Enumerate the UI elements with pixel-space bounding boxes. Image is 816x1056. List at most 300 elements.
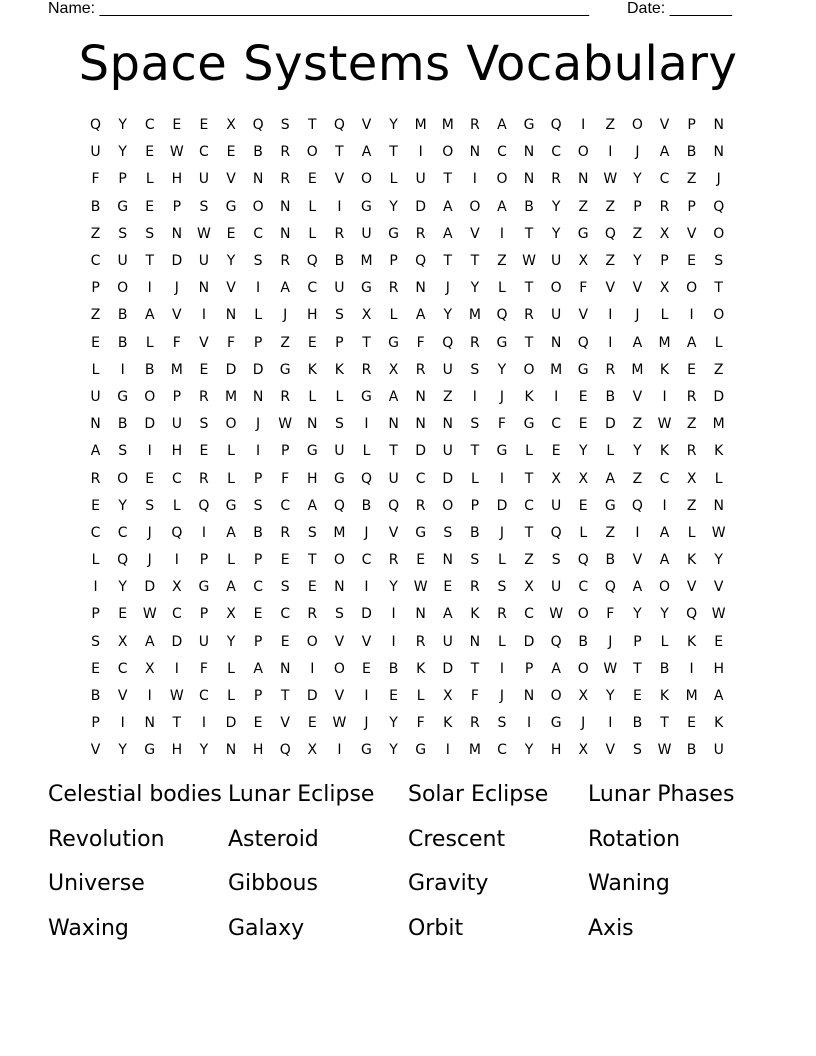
grid-letter: Y [443, 307, 453, 324]
grid-letter: U [551, 307, 562, 324]
grid-letter: A [226, 579, 236, 596]
grid-letter: N [523, 688, 535, 705]
grid-letter: U [442, 443, 453, 460]
grid-letter: P [199, 606, 209, 623]
grid-letter: O [306, 633, 318, 650]
grid-letter: B [632, 715, 643, 732]
grid-letter: F [497, 416, 506, 433]
grid-letter: K [470, 606, 480, 623]
grid-letter: O [117, 280, 129, 297]
grid-letter: J [608, 633, 613, 650]
grid-letter: Y [389, 198, 398, 215]
grid-row [82, 520, 732, 547]
grid-letter: F [172, 334, 181, 351]
grid-letter: P [91, 715, 100, 732]
grid-letter: Y [551, 198, 561, 215]
grid-letter: V [632, 552, 643, 569]
grid-letter: R [280, 388, 291, 405]
grid-letter: F [416, 334, 425, 351]
grid-row [82, 438, 732, 465]
grid-letter: J [147, 552, 152, 569]
grid-letter: X [578, 742, 589, 759]
grid-letter: Z [632, 416, 643, 433]
grid-letter: L [254, 307, 263, 324]
grid-letter: E [91, 497, 100, 514]
grid-letter: A [497, 117, 507, 134]
grid-letter: L [660, 633, 669, 650]
grid-letter: T [660, 715, 669, 732]
grid-letter: C [280, 497, 291, 514]
grid-letter: B [253, 144, 263, 161]
grid-row [82, 656, 732, 683]
grid-letter: K [443, 715, 453, 732]
grid-letter: S [470, 361, 480, 378]
grid-letter: D [523, 633, 535, 650]
grid-letter: G [198, 579, 210, 596]
grid-letter: D [225, 361, 237, 378]
grid-letter: V [280, 715, 290, 732]
grid-letter: V [632, 388, 643, 405]
grid-letter: N [469, 144, 481, 161]
grid-letter: I [120, 715, 125, 732]
grid-letter: W [711, 606, 726, 623]
grid-letter: Y [633, 606, 642, 623]
grid-letter: I [256, 280, 261, 297]
grid-letter: L [687, 524, 696, 541]
grid-letter: B [361, 497, 372, 514]
grid-letter: C [253, 579, 263, 596]
grid-letter: V [686, 579, 697, 596]
grid-letter: Y [633, 443, 642, 460]
grid-letter: P [524, 660, 534, 677]
grid-letter: F [226, 334, 236, 351]
grid-letter: C [578, 579, 589, 596]
grid-letter: L [362, 443, 371, 460]
grid-letter: V [361, 117, 372, 134]
grid-letter: D [144, 579, 156, 596]
grid-letter: G [279, 361, 291, 378]
grid-letter: X [361, 307, 372, 324]
grid-letter: N [307, 416, 318, 433]
grid-letter: O [713, 225, 725, 242]
grid-letter: D [604, 416, 616, 433]
grid-letter: V [361, 633, 372, 650]
grid-letter: Q [252, 117, 264, 134]
grid-letter: Z [605, 524, 616, 541]
grid-letter: W [169, 688, 184, 705]
grid-letter: Q [496, 307, 508, 324]
grid-letter: T [335, 144, 344, 161]
grid-letter: G [361, 198, 372, 215]
grid-letter: N [144, 715, 155, 732]
grid-letter: B [117, 307, 128, 324]
grid-letter: M [658, 334, 671, 351]
grid-letter: Z [713, 361, 724, 378]
grid-letter: V [632, 280, 643, 297]
grid-letter: D [306, 688, 318, 705]
grid-letter: G [117, 198, 129, 215]
grid-row [82, 493, 732, 520]
grid-letter: X [144, 660, 155, 677]
grid-letter: T [524, 470, 534, 487]
grid-letter: R [415, 361, 426, 378]
word-list-item: Universe [48, 871, 145, 896]
grid-letter: I [418, 144, 423, 161]
grid-letter: C [90, 253, 101, 270]
grid-letter: B [605, 388, 616, 405]
grid-letter: X [388, 361, 399, 378]
grid-letter: D [442, 660, 454, 677]
grid-letter: K [687, 633, 697, 650]
grid-letter: B [686, 742, 697, 759]
grid-letter: N [469, 633, 481, 650]
grid-letter: S [253, 253, 263, 270]
grid-letter: T [633, 660, 642, 677]
grid-letter: B [117, 416, 128, 433]
grid-letter: I [499, 660, 505, 677]
grid-letter: U [198, 171, 210, 188]
grid-letter: R [388, 552, 399, 569]
grid-letter: K [524, 388, 534, 405]
grid-row [82, 710, 732, 737]
grid-letter: U [90, 388, 101, 405]
grid-letter: I [147, 443, 152, 460]
grid-letter: E [172, 117, 182, 134]
grid-letter: O [306, 144, 318, 161]
grid-letter: A [280, 280, 290, 297]
grid-letter: G [415, 524, 427, 541]
grid-letter: N [279, 225, 291, 242]
grid-letter: M [468, 307, 481, 324]
grid-row [82, 194, 732, 221]
grid-letter: W [603, 660, 618, 677]
grid-letter: G [496, 443, 508, 460]
grid-letter: L [606, 443, 615, 460]
grid-letter: V [334, 171, 345, 188]
grid-letter: L [470, 470, 479, 487]
grid-row [82, 547, 732, 574]
grid-letter: G [523, 416, 535, 433]
grid-letter: G [550, 715, 562, 732]
grid-letter: N [415, 280, 426, 297]
grid-letter: I [391, 633, 396, 650]
grid-letter: G [388, 225, 399, 242]
grid-letter: Y [118, 579, 127, 596]
grid-letter: D [442, 470, 454, 487]
grid-letter: O [577, 606, 589, 623]
grid-row [82, 629, 732, 656]
grid-letter: I [337, 198, 342, 215]
grid-letter: H [171, 742, 183, 759]
word-list-item: Galaxy [228, 915, 305, 941]
grid-letter: Y [551, 225, 561, 242]
grid-letter: E [632, 688, 642, 705]
grid-letter: A [659, 144, 670, 161]
grid-letter: T [443, 171, 453, 188]
grid-letter: J [174, 280, 179, 297]
grid-letter: Z [280, 334, 290, 351]
grid-letter: I [201, 307, 206, 324]
grid-letter: G [361, 742, 372, 759]
grid-letter: V [686, 225, 697, 242]
grid-letter: Y [118, 117, 127, 134]
grid-letter: S [334, 606, 344, 623]
grid-letter: W [711, 524, 726, 541]
grid-letter: S [497, 715, 507, 732]
grid-letter: I [337, 742, 342, 759]
grid-letter: M [441, 117, 454, 134]
grid-letter: T [145, 253, 155, 270]
grid-letter: G [117, 388, 129, 405]
grid-letter: D [144, 416, 156, 433]
grid-letter: B [686, 144, 697, 161]
grid-letter: Q [333, 497, 345, 514]
grid-letter: B [605, 552, 616, 569]
page-title: Space Systems Vocabulary [78, 36, 738, 92]
grid-letter: E [578, 416, 588, 433]
grid-letter: P [91, 606, 100, 623]
grid-letter: E [443, 579, 453, 596]
grid-letter: V [334, 688, 345, 705]
grid-letter: L [714, 334, 723, 351]
grid-letter: A [632, 334, 643, 351]
grid-row [82, 139, 732, 166]
grid-letter: E [253, 715, 263, 732]
grid-letter: D [225, 715, 237, 732]
grid-letter: E [145, 470, 155, 487]
grid-letter: G [604, 497, 616, 514]
grid-letter: O [713, 307, 725, 324]
grid-letter: I [689, 307, 694, 324]
grid-letter: Z [605, 198, 616, 215]
grid-letter: P [253, 688, 263, 705]
grid-letter: X [551, 470, 561, 487]
grid-letter: O [144, 388, 156, 405]
grid-letter: O [333, 552, 345, 569]
grid-letter: C [144, 117, 155, 134]
grid-letter: P [253, 334, 263, 351]
grid-letter: H [307, 470, 318, 487]
grid-letter: X [117, 633, 128, 650]
grid-letter: N [225, 742, 237, 759]
grid-letter: M [685, 688, 698, 705]
grid-letter: X [226, 606, 236, 623]
grid-letter: R [199, 388, 209, 405]
grid-letter: G [577, 361, 589, 378]
grid-letter: I [608, 715, 613, 732]
grid-letter: J [499, 388, 505, 405]
grid-letter: N [577, 171, 589, 188]
grid-letter: C [524, 497, 534, 514]
grid-letter: A [226, 524, 236, 541]
grid-letter: O [333, 660, 345, 677]
grid-letter: N [388, 416, 399, 433]
word-list-item: Orbit [408, 915, 464, 941]
grid-letter: P [389, 253, 398, 270]
grid-letter: J [445, 280, 450, 297]
grid-letter: X [659, 280, 670, 297]
grid-letter: R [415, 633, 426, 650]
word-list-item: Rotation [588, 826, 681, 852]
grid-letter: L [416, 688, 425, 705]
grid-letter: U [551, 579, 562, 596]
grid-letter: D [171, 253, 183, 270]
grid-letter: A [659, 524, 670, 541]
grid-letter: R [415, 225, 426, 242]
grid-letter: V [117, 688, 128, 705]
grid-letter: X [578, 253, 589, 270]
grid-letter: Q [415, 253, 427, 270]
grid-letter: R [280, 171, 291, 188]
grid-letter: L [498, 552, 506, 569]
grid-letter: P [470, 497, 480, 514]
grid-letter: U [551, 253, 562, 270]
grid-letter: T [470, 443, 480, 460]
grid-letter: A [388, 388, 399, 405]
grid-letter: N [252, 388, 264, 405]
grid-letter: Q [198, 497, 210, 514]
grid-letter: L [91, 552, 100, 569]
grid-letter: T [308, 117, 317, 134]
grid-letter: M [170, 361, 183, 378]
grid-letter: C [551, 416, 562, 433]
grid-letter: O [659, 579, 671, 596]
grid-letter: T [470, 660, 480, 677]
grid-letter: R [605, 361, 616, 378]
grid-letter: Q [686, 606, 698, 623]
grid-row [82, 411, 732, 438]
grid-letter: V [470, 225, 480, 242]
grid-letter: E [253, 606, 263, 623]
grid-letter: N [713, 117, 724, 134]
grid-letter: Q [171, 524, 183, 541]
grid-letter: G [523, 117, 535, 134]
grid-letter: F [91, 171, 100, 188]
grid-letter: S [443, 524, 453, 541]
grid-letter: Q [388, 497, 400, 514]
grid-letter: B [144, 361, 155, 378]
grid-letter: E [687, 361, 697, 378]
grid-letter: G [144, 742, 156, 759]
grid-letter: X [524, 579, 534, 596]
grid-letter: X [442, 688, 453, 705]
grid-letter: L [227, 552, 235, 569]
grid-letter: K [307, 361, 317, 378]
grid-letter: Q [631, 497, 643, 514]
grid-letter: Q [360, 470, 372, 487]
grid-letter: B [90, 688, 101, 705]
grid-letter: Q [117, 552, 129, 569]
grid-letter: O [252, 198, 264, 215]
grid-letter: J [635, 144, 640, 161]
grid-letter: E [578, 388, 588, 405]
grid-letter: N [415, 388, 426, 405]
grid-letter: P [660, 253, 669, 270]
grid-letter: E [307, 171, 317, 188]
grid-letter: C [199, 688, 209, 705]
grid-letter: C [90, 524, 101, 541]
grid-letter: Z [686, 497, 697, 514]
grid-letter: P [280, 443, 290, 460]
grid-letter: D [415, 198, 427, 215]
grid-letter: C [280, 606, 291, 623]
grid-letter: E [280, 633, 290, 650]
grid-letter: W [603, 171, 618, 188]
grid-letter: W [522, 253, 536, 270]
grid-letter: B [253, 524, 263, 541]
grid-letter: R [90, 470, 101, 487]
grid-letter: U [198, 633, 210, 650]
grid-letter: I [608, 334, 613, 351]
grid-letter: E [226, 225, 236, 242]
grid-letter: K [659, 688, 670, 705]
word-list-item: Waxing [48, 915, 129, 941]
grid-letter: E [226, 144, 236, 161]
grid-letter: G [225, 497, 237, 514]
grid-letter: Z [524, 552, 534, 569]
grid-letter: Y [389, 715, 398, 732]
grid-letter: B [90, 198, 101, 215]
grid-row [82, 384, 732, 411]
grid-letter: O [550, 280, 562, 297]
grid-letter: P [633, 198, 642, 215]
grid-letter: E [199, 443, 209, 460]
grid-letter: T [524, 524, 534, 541]
grid-letter: I [472, 388, 477, 405]
grid-letter: V [334, 633, 345, 650]
grid-letter: E [199, 117, 209, 134]
grid-letter: G [306, 443, 318, 460]
grid-letter: P [335, 334, 344, 351]
grid-letter: X [578, 688, 589, 705]
grid-letter: E [416, 552, 426, 569]
grid-letter: Q [306, 253, 318, 270]
grid-letter: P [253, 552, 263, 569]
grid-letter: E [362, 660, 371, 677]
grid-letter: Z [632, 470, 643, 487]
word-list-item: Gibbous [228, 871, 318, 896]
grid-letter: Y [226, 253, 236, 270]
grid-letter: E [280, 552, 290, 569]
grid-letter: O [496, 171, 508, 188]
word-search-grid [82, 112, 732, 765]
grid-letter: I [689, 660, 694, 677]
grid-letter: Q [279, 742, 291, 759]
grid-letter: M [712, 416, 725, 433]
grid-letter: J [499, 524, 505, 541]
grid-letter: O [550, 688, 562, 705]
grid-letter: B [659, 660, 670, 677]
grid-letter: R [469, 715, 480, 732]
grid-letter: P [172, 198, 182, 215]
grid-letter: X [578, 470, 589, 487]
grid-letter: S [118, 443, 128, 460]
word-list-item: Lunar Eclipse [228, 782, 375, 807]
grid-letter: Y [660, 606, 669, 623]
grid-letter: R [280, 253, 291, 270]
grid-letter: Q [604, 225, 616, 242]
grid-letter: V [605, 280, 616, 297]
grid-letter: Q [550, 633, 562, 650]
grid-letter: J [283, 307, 288, 324]
grid-letter: U [334, 443, 345, 460]
grid-letter: E [307, 334, 317, 351]
grid-letter: R [686, 388, 697, 405]
grid-letter: F [470, 688, 479, 705]
grid-letter: Y [497, 361, 507, 378]
grid-letter: N [442, 416, 453, 433]
grid-letter: L [308, 198, 317, 215]
